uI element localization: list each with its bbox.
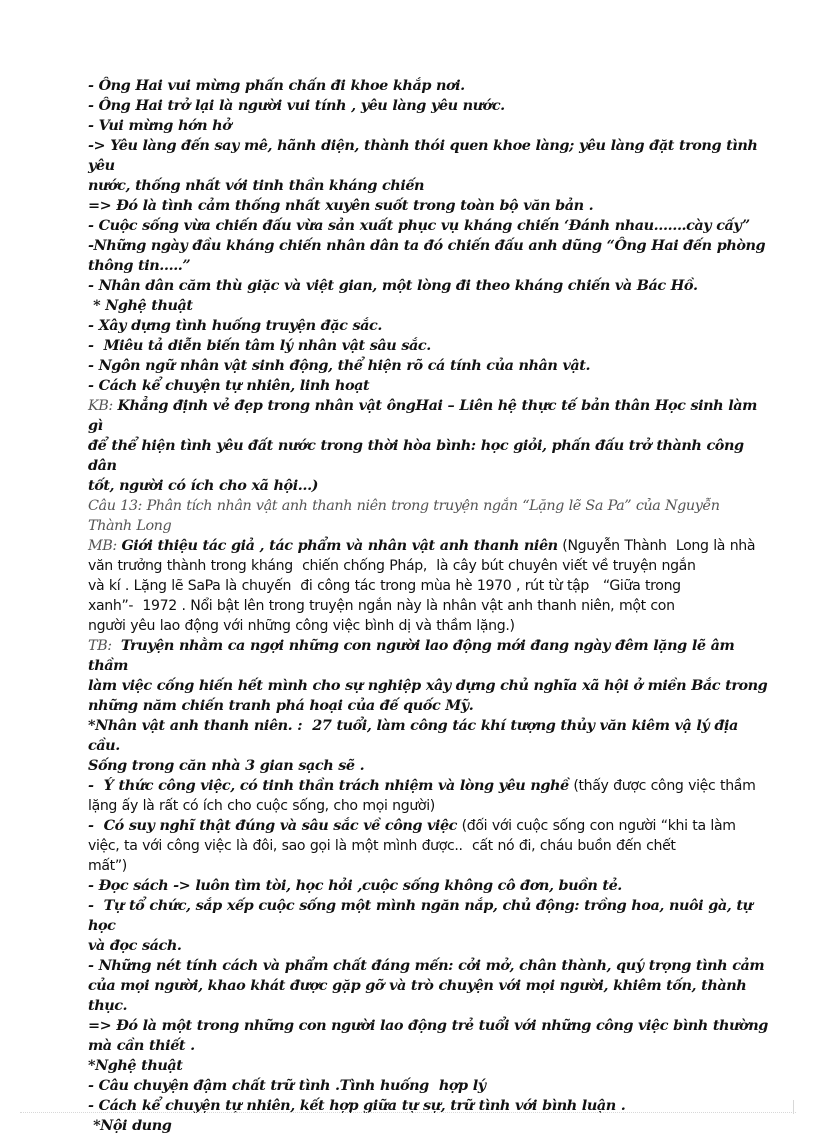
item-text: lặng ấy là rất có ích cho cuộc sống, cho mọi người) [88,798,435,814]
text-line: => Đó là tình cảm thống nhất xuyên suốt trong toàn bộ văn bản . [88,197,594,214]
item-line [88,776,768,796]
text-line: - Xây dựng tình huống truyện đặc sắc. [88,317,382,334]
mb-lead: Giới thiệu tác giả , tác phẩm và nhân vật anh thanh niên [121,537,558,554]
text-line: - Những nét tính cách và phẩm chất đáng mến: cởi mở, chân thành, quý trọng tình cảm [88,957,765,974]
question-heading: Thành Long [88,518,172,534]
mb-text: và kí . Lặng lẽ SaPa là chuyến đi công tác trong mùa hè 1970 , rút từ tập “Giữa trong [88,578,681,594]
text-line: thông tin…..” [88,257,191,274]
text-line: mà cần thiết . [88,1037,195,1054]
text-line: - Đọc sách -> luôn tìm tòi, học hỏi ,cuộc sống không cô đơn, buồn tẻ. [88,877,622,894]
text-line: - Cách kể chuyện tự nhiên, kết hợp giữa tự sự, trữ tình với bình luận . [88,1097,626,1114]
page-corner-mark [793,1100,794,1114]
kb-label: KB: [88,398,118,414]
text-line: - Miêu tả diễn biến tâm lý nhân vật sâu sắc. [88,337,431,354]
item-text: mất”) [88,858,127,874]
text-line: nước, thống nhất với tinh thần kháng chiến [88,177,425,194]
kb-text: Khẳng định vẻ đẹp trong nhân vật ôngHai – Liên hệ thực tế bản thân Học sinh làm gì [88,397,762,434]
text-line: - Ông Hai vui mừng phấn chấn đi khoe khắp nơi. [88,77,465,94]
text-line: -Những ngày đầu kháng chiến nhân dân ta đó chiến đấu anh dũng “Ông Hai đến phòng [88,237,766,254]
mb-paragraph-line [88,536,768,556]
page-bottom-divider [20,1112,796,1113]
tb-label: TB: [88,638,121,654]
text-line: - Ông Hai trở lại là người vui tính , yêu làng yêu nước. [88,97,505,114]
item-lead: - Ý thức công việc, có tinh thần trách nhiệm và lòng yêu nghề [88,777,569,794]
tb-text: Sống trong căn nhà 3 gian sạch sẽ . [88,757,365,774]
document-body [88,76,768,1136]
item-text: (thấy được công việc thầm [568,778,756,794]
mb-text: (Nguyễn Thành Long là nhà [557,538,756,554]
section-heading-art: *Nghệ thuật [88,1057,183,1074]
tb-text: Truyện nhằm ca ngợi những con người lao động mới đang ngày đêm lặng lẽ âm thầm [88,637,740,674]
kb-text: để thể hiện tình yêu đất nước trong thời hòa bình: học giỏi, phấn đấu trở thành công dân [88,437,749,474]
mb-label: MB: [88,538,122,554]
tb-text: làm việc cống hiến hết mình cho sự nghiệp xây dựng chủ nghĩa xã hội ở miền Bắc trong [88,677,768,694]
text-line: - Cách kể chuyện tự nhiên, linh hoạt [88,377,370,394]
tb-text: những năm chiến tranh phá hoại của đế quốc Mỹ. [88,697,474,714]
text-line: - Vui mừng hớn hở [88,117,232,134]
text-line: - Tự tổ chức, sắp xếp cuộc sống một mình ngăn nắp, chủ động: trồng hoa, nuôi gà, tự học [88,897,758,934]
item-line [88,816,768,836]
question-heading: Câu 13: Phân tích nhân vật anh thanh niên trong truyện ngắn “Lặng lẽ Sa Pa” của Nguyễn [88,498,720,514]
text-line: => Đó là một trong những con người lao động trẻ tuổi với những công việc bình thường [88,1017,768,1034]
tb-text: *Nhân vật anh thanh niên. : 27 tuổi, làm công tác khí tượng thủy văn kiêm vậ lý địa cầu. [88,717,743,754]
kb-text: tốt, người có ích cho xã hội…) [88,477,319,494]
item-lead: - Có suy nghĩ thật đúng và sâu sắc về công việc [88,817,457,834]
text-line: và đọc sách. [88,937,182,954]
kb-paragraph-line [88,396,768,436]
text-line: -> Yêu làng đến say mê, hãnh diện, thành thói quen khoe làng; yêu làng đặt trong tình yêu [88,137,763,174]
text-line: - Nhân dân căm thù giặc và việt gian, một lòng đi theo kháng chiến và Bác Hồ. [88,277,698,294]
mb-text: người yêu lao động với những công việc bình dị và thầm lặng.) [88,618,515,634]
mb-text: văn trưởng thành trong kháng chiến chống Pháp, là cây bút chuyên viết về truyện ngắn [88,558,696,574]
text-line: - Cuộc sống vừa chiến đấu vừa sản xuất phục vụ kháng chiến ‘Đánh nhau…….cày cấy” [88,217,750,234]
item-text: việc, ta với công việc là đôi, sao gọi là một mình được.. cất nó đi, cháu buồn đến chết [88,838,676,854]
tb-paragraph-line [88,636,768,676]
text-line: - Câu chuyện đậm chất trữ tình .Tình huống hợp lý [88,1077,486,1094]
section-heading-art: * Nghệ thuật [88,297,193,314]
item-text: (đối với cuộc sống con người “khi ta làm [456,818,736,834]
mb-text: xanh”- 1972 . Nổi bật lên trong truyện ngắn này là nhân vật anh thanh niên, một con [88,598,675,614]
text-line: - Ngôn ngữ nhân vật sinh động, thể hiện rõ cá tính của nhân vật. [88,357,591,374]
text-line: của mọi người, khao khát được gặp gỡ và trò chuyện với mọi người, khiêm tốn, thành thục. [88,977,752,1014]
section-heading-content: *Nội dung [88,1117,172,1134]
